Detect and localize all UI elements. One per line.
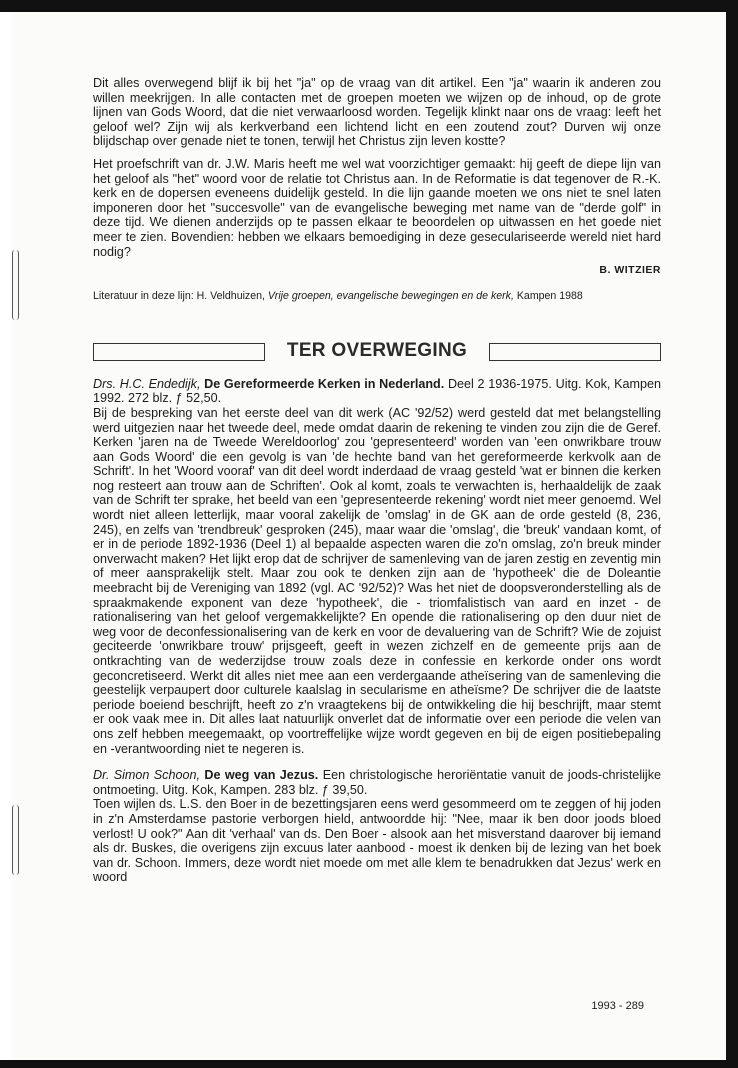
- literature-note: [93, 290, 661, 303]
- review-body: Bij de bespreking van het eerste deel van dit werk (AC '92/52) werd gesteld dat met belangstelling werd uitgezien naar het tweede deel, mede omdat daarin de rekening te vinden zou zijn die de Geref. Kerken 'jaren na de Tweede Wereldoorlog' zou 'gepresenteerd' worden van 'een onwrikbare trouw aan Gods Woord' die een gevolg is van 'de hechte band van het gereformeerde kerkvolk aan de Schrift'. In het 'Woord vooraf' van dit deel wordt inderdaad de vraag gesteld 'wat er binnen die kerken nog resteert aan trouw aan de Schriften'. Ook al komt, zoals te verwachten is, herhaaldelijk de zaak van de Schrift ter sprake, het beeld van een 'gepresenteerde rekening' wordt niet meer genoemd. Wel wordt niet alleen letterlijk, maar vooral zakelijk de 'omslag' in de GK aan de orde gesteld (8, 236, 245), en zelfs van 'trendbreuk' gesproken (245), maar waar die 'omslag', die 'breuk' vandaan komt, of er in de periode 1892-1936 (Deel 1) al bepaalde aspecten waren die zo'n omslag, zo'n breuk minder onverwacht maken? Het lijkt erop dat de schrijver de samenleving van de jaren zestig en zeventig min of meer aansprakelijk stelt. Maar zou ook te denken zijn aan de 'hypotheek' die de Doleantie meebracht bij de Vereniging van 1892 (vgl. AC '92/52)? Was het niet de doopsveronderstelling als de spraakmakende exponent van deze 'hypotheek', die - triomfalistisch van aard en inzet - de rationalisering van het geloof vergemakkelijkte? En opende die rationalisering op den duur niet de weg voor de deconfessionalisering van de kerk en voor de devaluering van de Schrift? Wie de zojuist geciteerde 'onwrikbare trouw' prijsgeeft, geeft in wezen zichzelf en de gemeente prijs aan de ontkrachting van de wederzijdse trouw zoals deze in confessie en kerkorde onder ons wordt geconcretiseerd. Werkt dit alles niet mee aan een verdergaande atheïsering van de samenleving die geestelijk verpaupert door culturele kaalslag in secularisme en atheïsme? De schrijver die de laatste periode boeiend beschrijft, heeft zo z'n vraagtekens bij de ontwikkeling die hij beschrijft, maar stemt er ook vaak mee in. Dit alles laat natuurlijk onverlet dat de informatie over een periode die velen van ons zelf hebben meegemaakt, op voortreffelijke wijze wordt gegeven en bij de eigen positiebepaling en -verantwoording niet te negeren is.: [93, 405, 661, 756]
- review-author: Drs. H.C. Endedijk,: [93, 376, 201, 391]
- review-endedijk: [93, 377, 661, 756]
- margin-binding-mark-upper: [12, 250, 19, 320]
- review-schoon: [93, 768, 661, 885]
- intro-paragraph-1: Dit alles overwegend blijf ik bij het "ja" op de vraag van dit artikel. Een "ja" waarin ik anderen zou willen meekrijgen. In alle contacten met de groepen moeten we wijzen op de inhoud, op de grote lijnen van Gods Woord, dat die niet verwaarloosd worden. Tegelijk klinkt naar ons de vraag: leeft het geloof wel? Zijn wij als kerkverband een lichtend licht en een zoutend zout? Durven wij onze blijdschap over genade niet te tonen, terwijl het Christus zijn leven kostte?: [93, 76, 661, 149]
- scan-border-right: [726, 0, 738, 1068]
- scan-border-bottom: [0, 1060, 738, 1068]
- review-heading: [93, 768, 661, 797]
- review-book-title: De Gereformeerde Kerken in Nederland.: [204, 376, 445, 391]
- review-book-title: De weg van Jezus.: [204, 768, 319, 783]
- section-title: TER OVERWEGING: [286, 340, 468, 362]
- review-heading: [93, 377, 661, 406]
- scan-border-top: [0, 0, 738, 12]
- document-page: [12, 12, 726, 1060]
- header-left-box: [93, 343, 265, 361]
- author-signature: B. WITZIER: [599, 264, 661, 277]
- literature-prefix: Literatuur in deze lijn: H. Veldhuizen,: [93, 289, 265, 302]
- literature-suffix: Kampen 1988: [516, 289, 583, 302]
- review-details: Een christologische heroriëntatie vanuit de joods-christelijke ontmoeting. Uitg. Kok, Kampen. 283 blz. ƒ 39,50.: [93, 768, 662, 797]
- review-author: Dr. Simon Schoon,: [93, 768, 200, 783]
- intro-paragraph-2: Het proefschrift van dr. J.W. Maris heeft me wel wat voorzichtiger gemaakt: hij geeft de diepe lijn van het geloof als "het" woord voor de relatie tot Christus aan. In de Reformatie is dat tegenover de R.-K. kerk en de dopersen eveneens duidelijk gesteld. In die lijn gaande moeten we ons niet te snel laten imponeren door het "succesvolle" van de evangelische beweging met name van de "derde golf" in deze tijd. We dienen anderzijds op te passen elkaar te beoordelen op uitwassen en het goede niet meer te zien. Bovendien: hebben we elkaars bemoediging in deze geseculariseerde wereld niet hard nodig?: [93, 156, 661, 259]
- review-details: Deel 2 1936-1975. Uitg. Kok, Kampen 1992. 272 blz. ƒ 52,50.: [93, 376, 661, 406]
- page-number: 1993 - 289: [591, 1000, 644, 1012]
- header-right-box: [489, 343, 661, 361]
- article-content: [93, 76, 661, 897]
- section-header: [93, 339, 661, 365]
- review-body: Toen wijlen ds. L.S. den Boer in de bezettingsjaren eens werd gesommeerd om te zeggen of hij joden in z'n Amsterdamse pastorie verborgen hield, antwoordde hij: "Nee, maar ik ben door joods bloed verlost! U ook?" Aan dit 'verhaal' van ds. Den Boer - alsook aan het misverstand daarover bij iemand als dr. Buskes, die overigens zijn excuus later aanbood - moest ik denken bij de lezing van het boek van dr. Schoon. Immers, deze wordt niet moede om met alle klem te benadrukken dat Jezus' werk en woord: [93, 797, 661, 885]
- literature-title: Vrije groepen, evangelische bewegingen en de kerk,: [267, 289, 514, 302]
- margin-binding-mark-lower: [12, 805, 19, 875]
